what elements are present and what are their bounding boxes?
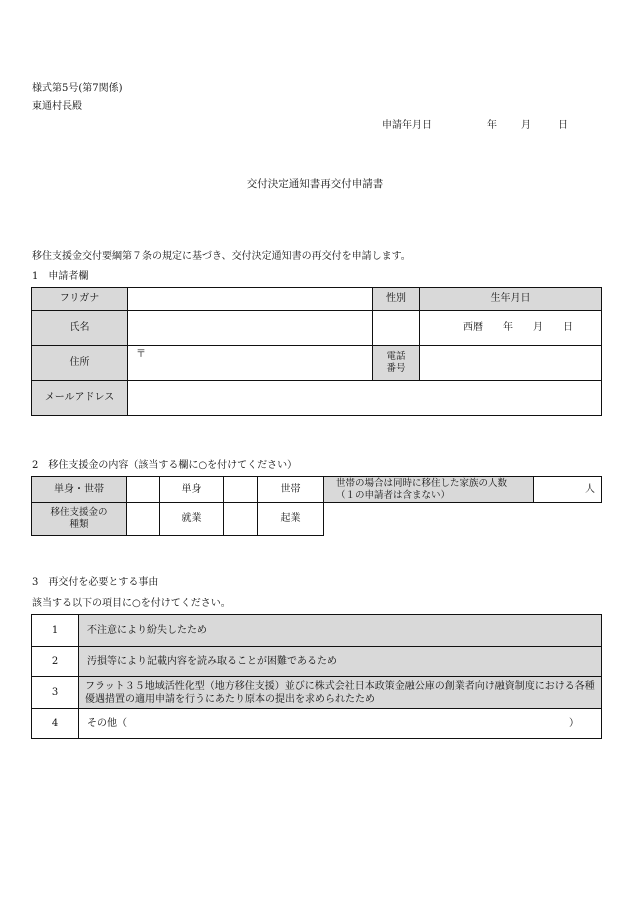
birth-date-field[interactable]: 西暦 年 月 日 [420,311,602,346]
reason-text: フラット３５地域活性化型（地方移住支援）並びに株式会社日本政策金融公庫の創業者向け融資制度における各種優遇措置の適用申請を行うにあたり原本の提出を求められたため [79,677,602,709]
email-field[interactable] [128,381,602,416]
intro-text: 移住支援金交付要綱第７条の規定に基づき、交付決定通知書の再交付を申請します。 [32,251,411,262]
employment-check[interactable] [127,503,160,536]
phone-label: 電話番号 [373,346,420,381]
furigana-label: フリガナ [32,288,128,311]
email-label: メールアドレス [32,381,128,416]
section3-heading: 3 再交付を必要とする事由 [32,577,159,588]
section2-heading: 2 移住支援金の内容（該当する欄に○を付けてください） [32,460,298,471]
application-date-day: 日 [558,120,568,131]
section3-instruction: 該当する以下の項目に○を付けてください。 [32,598,231,609]
form-number: 様式第5号(第7関係) [32,83,123,94]
address-label: 住所 [32,346,128,381]
reason-other[interactable] [79,709,602,739]
reason-number: 3 [32,677,79,709]
sex-label: 性別 [373,288,420,311]
family-check[interactable] [224,477,258,503]
reason-text: 不注意により紛失したため [79,615,602,647]
reason-number: 2 [32,647,79,677]
sex-field[interactable] [373,311,420,346]
reason-row[interactable] [32,615,602,647]
reason-text: その他（ [87,717,127,729]
addressee: 東通村長殿 [32,101,82,112]
phone-field[interactable] [420,346,602,381]
reason-number: 4 [32,709,79,739]
family-count-field[interactable] [534,477,602,503]
reason-row[interactable] [32,677,602,709]
birth-date-label: 生年月日 [420,288,602,311]
single-check[interactable] [127,477,160,503]
blank-area [324,503,602,536]
document-title: 交付決定通知書再交付申請書 [246,178,384,190]
application-date-label: 申請年月日 [382,120,432,131]
startup-label: 起業 [258,503,324,536]
application-date-month: 月 [521,120,531,131]
reason-row[interactable] [32,709,602,739]
family-count-note: 世帯の場合は同時に移住した家族の人数（１の申請者は含まない） [324,477,534,503]
family-label: 世帯 [258,477,324,503]
reason-close: ） [569,717,579,729]
support-content-table [31,476,602,536]
reason-number: 1 [32,615,79,647]
startup-check[interactable] [224,503,258,536]
application-date-year: 年 [487,120,497,131]
single-label: 単身 [160,477,224,503]
support-type-label: 移住支援金の種類 [32,503,127,536]
applicant-table [31,287,602,416]
reason-text: 汚損等により記載内容を読み取ることが困難であるため [79,647,602,677]
postal-mark: 〒 [136,349,146,360]
section1-heading: 1 申請者欄 [32,271,89,282]
reasons-table [31,614,602,739]
furigana-field[interactable] [128,288,373,311]
name-field[interactable] [128,311,373,346]
address-field[interactable] [128,346,373,381]
employment-label: 就業 [160,503,224,536]
reason-row[interactable] [32,647,602,677]
household-label: 単身・世帯 [32,477,127,503]
name-label: 氏名 [32,311,128,346]
persons-unit: 人 [585,483,595,495]
